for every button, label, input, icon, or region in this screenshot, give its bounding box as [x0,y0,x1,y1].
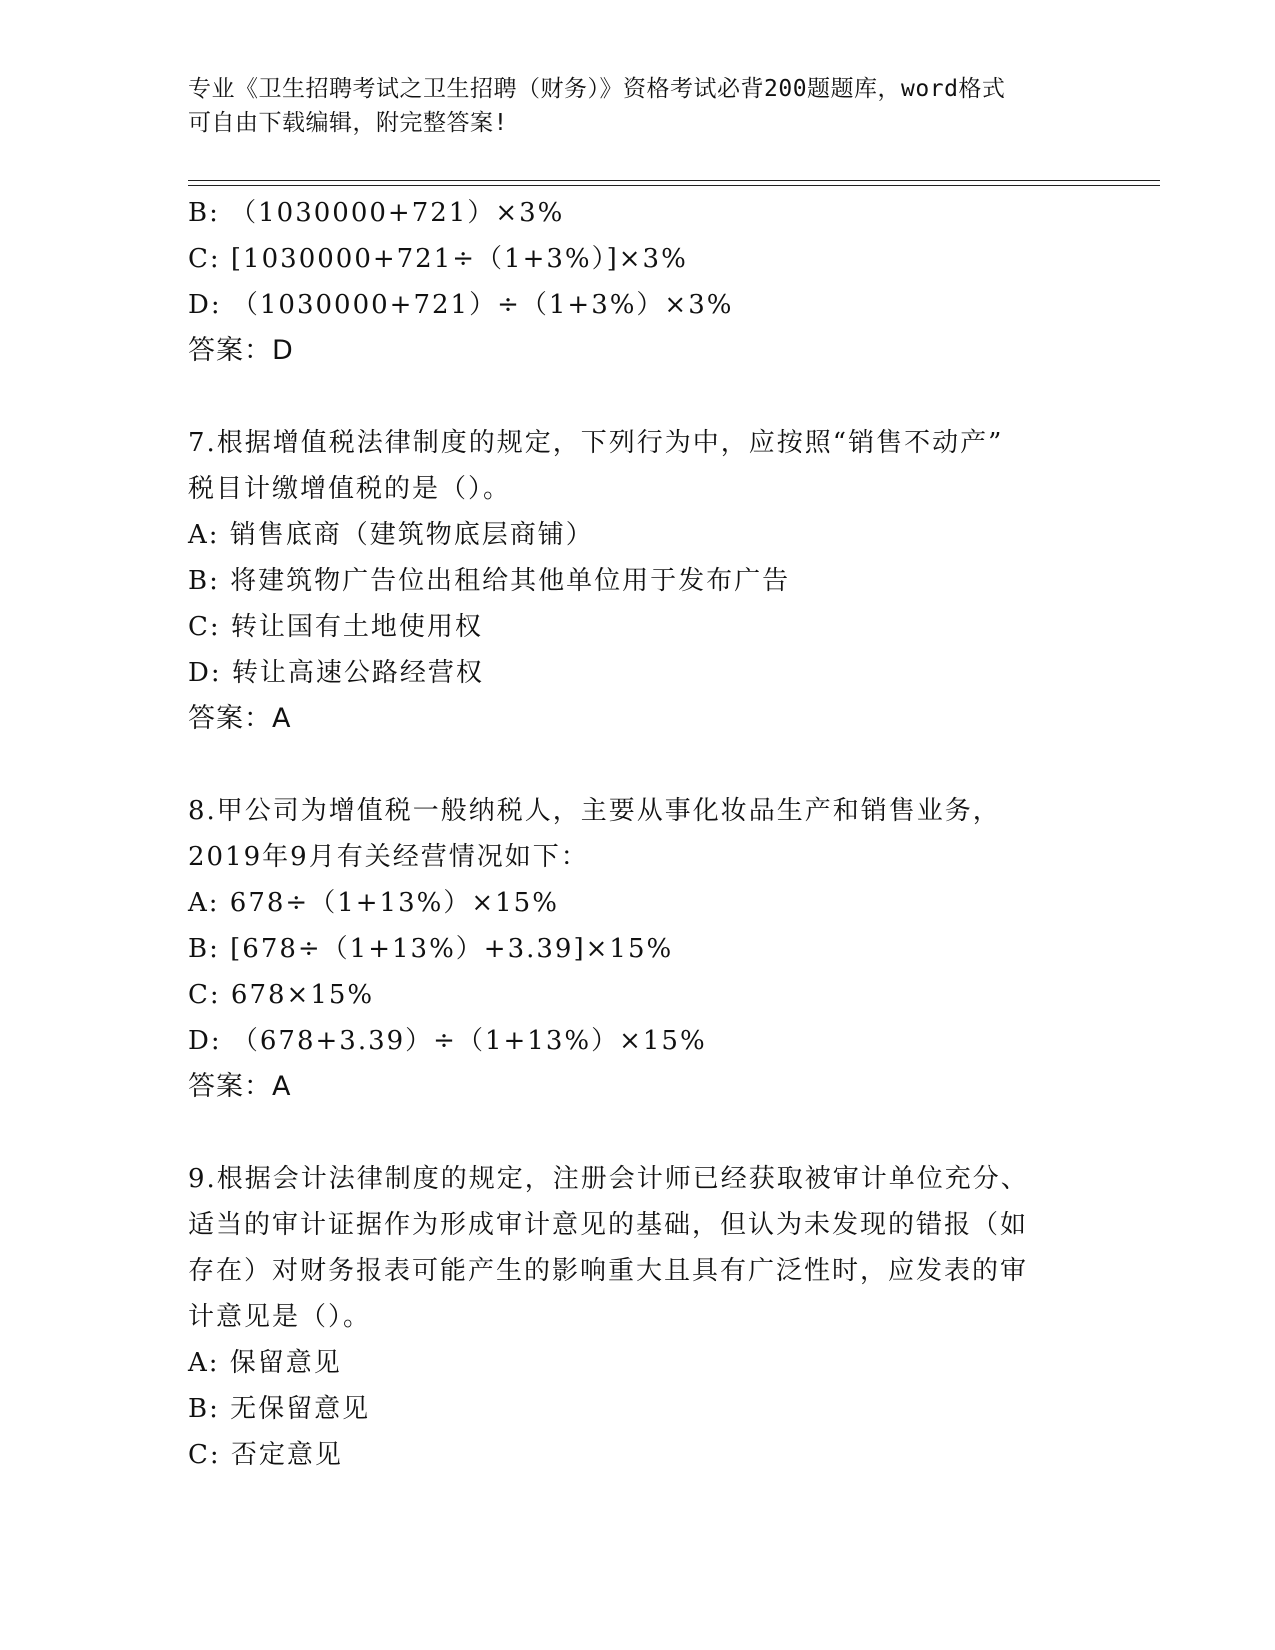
option-d: D: （678+3.39）÷（1+13%）×15% [188,1026,707,1056]
question-text: 适当的审计证据作为形成审计意见的基础，但认为未发现的错报（如 [188,1210,1029,1240]
option-b: B: [678÷（1+13%）+3.39]×15% [188,934,674,964]
option-a: A: 678÷（1+13%）×15% [188,888,559,918]
header-divider-bottom [188,185,1160,186]
question-text: 8.甲公司为增值税一般纳税人，主要从事化妆品生产和销售业务， [188,796,1001,826]
option-c: C: 678×15% [188,980,375,1010]
option-b: B: 无保留意见 [188,1394,371,1424]
option-a: A: 保留意见 [188,1348,342,1378]
question-text: 2019年9月有关经营情况如下： [188,842,589,872]
question-7 [188,420,1088,742]
option-c: C: [1030000+721÷（1+3%）]×3% [188,244,688,274]
spacer [188,742,1088,788]
header-line-2: 可自由下载编辑，附完整答案! [188,110,508,136]
header-line-1: 专业《卫生招聘考试之卫生招聘（财务）》资格考试必背200题题库，word格式 [188,76,1006,102]
question-text: 7.根据增值税法律制度的规定，下列行为中，应按照“销售不动产” [188,428,1004,458]
option-d: D: （1030000+721）÷（1+3%）×3% [188,290,734,320]
option-c: C: 转让国有土地使用权 [188,612,483,642]
question-content [188,190,1088,1478]
question-text: 税目计缴增值税的是（）。 [188,474,512,504]
question-6-partial [188,190,1088,374]
option-c: C: 否定意见 [188,1440,343,1470]
option-a: A: 销售底商（建筑物底层商铺） [188,520,594,550]
spacer [188,374,1088,420]
option-d: D: 转让高速公路经营权 [188,658,484,688]
document-header [188,72,1068,140]
spacer [188,1110,1088,1156]
option-b: B: （1030000+721）×3% [188,198,565,228]
question-8 [188,788,1088,1110]
header-divider-top [188,180,1160,181]
answer: 答案：A [188,703,292,734]
answer: 答案：D [188,335,294,366]
question-text: 9.根据会计法律制度的规定，注册会计师已经获取被审计单位充分、 [188,1164,1029,1194]
answer: 答案：A [188,1071,292,1102]
option-b: B: 将建筑物广告位出租给其他单位用于发布广告 [188,566,791,596]
question-text: 计意见是（）。 [188,1302,372,1332]
question-9 [188,1156,1088,1478]
question-text: 存在）对财务报表可能产生的影响重大且具有广泛性时，应发表的审 [188,1256,1029,1286]
